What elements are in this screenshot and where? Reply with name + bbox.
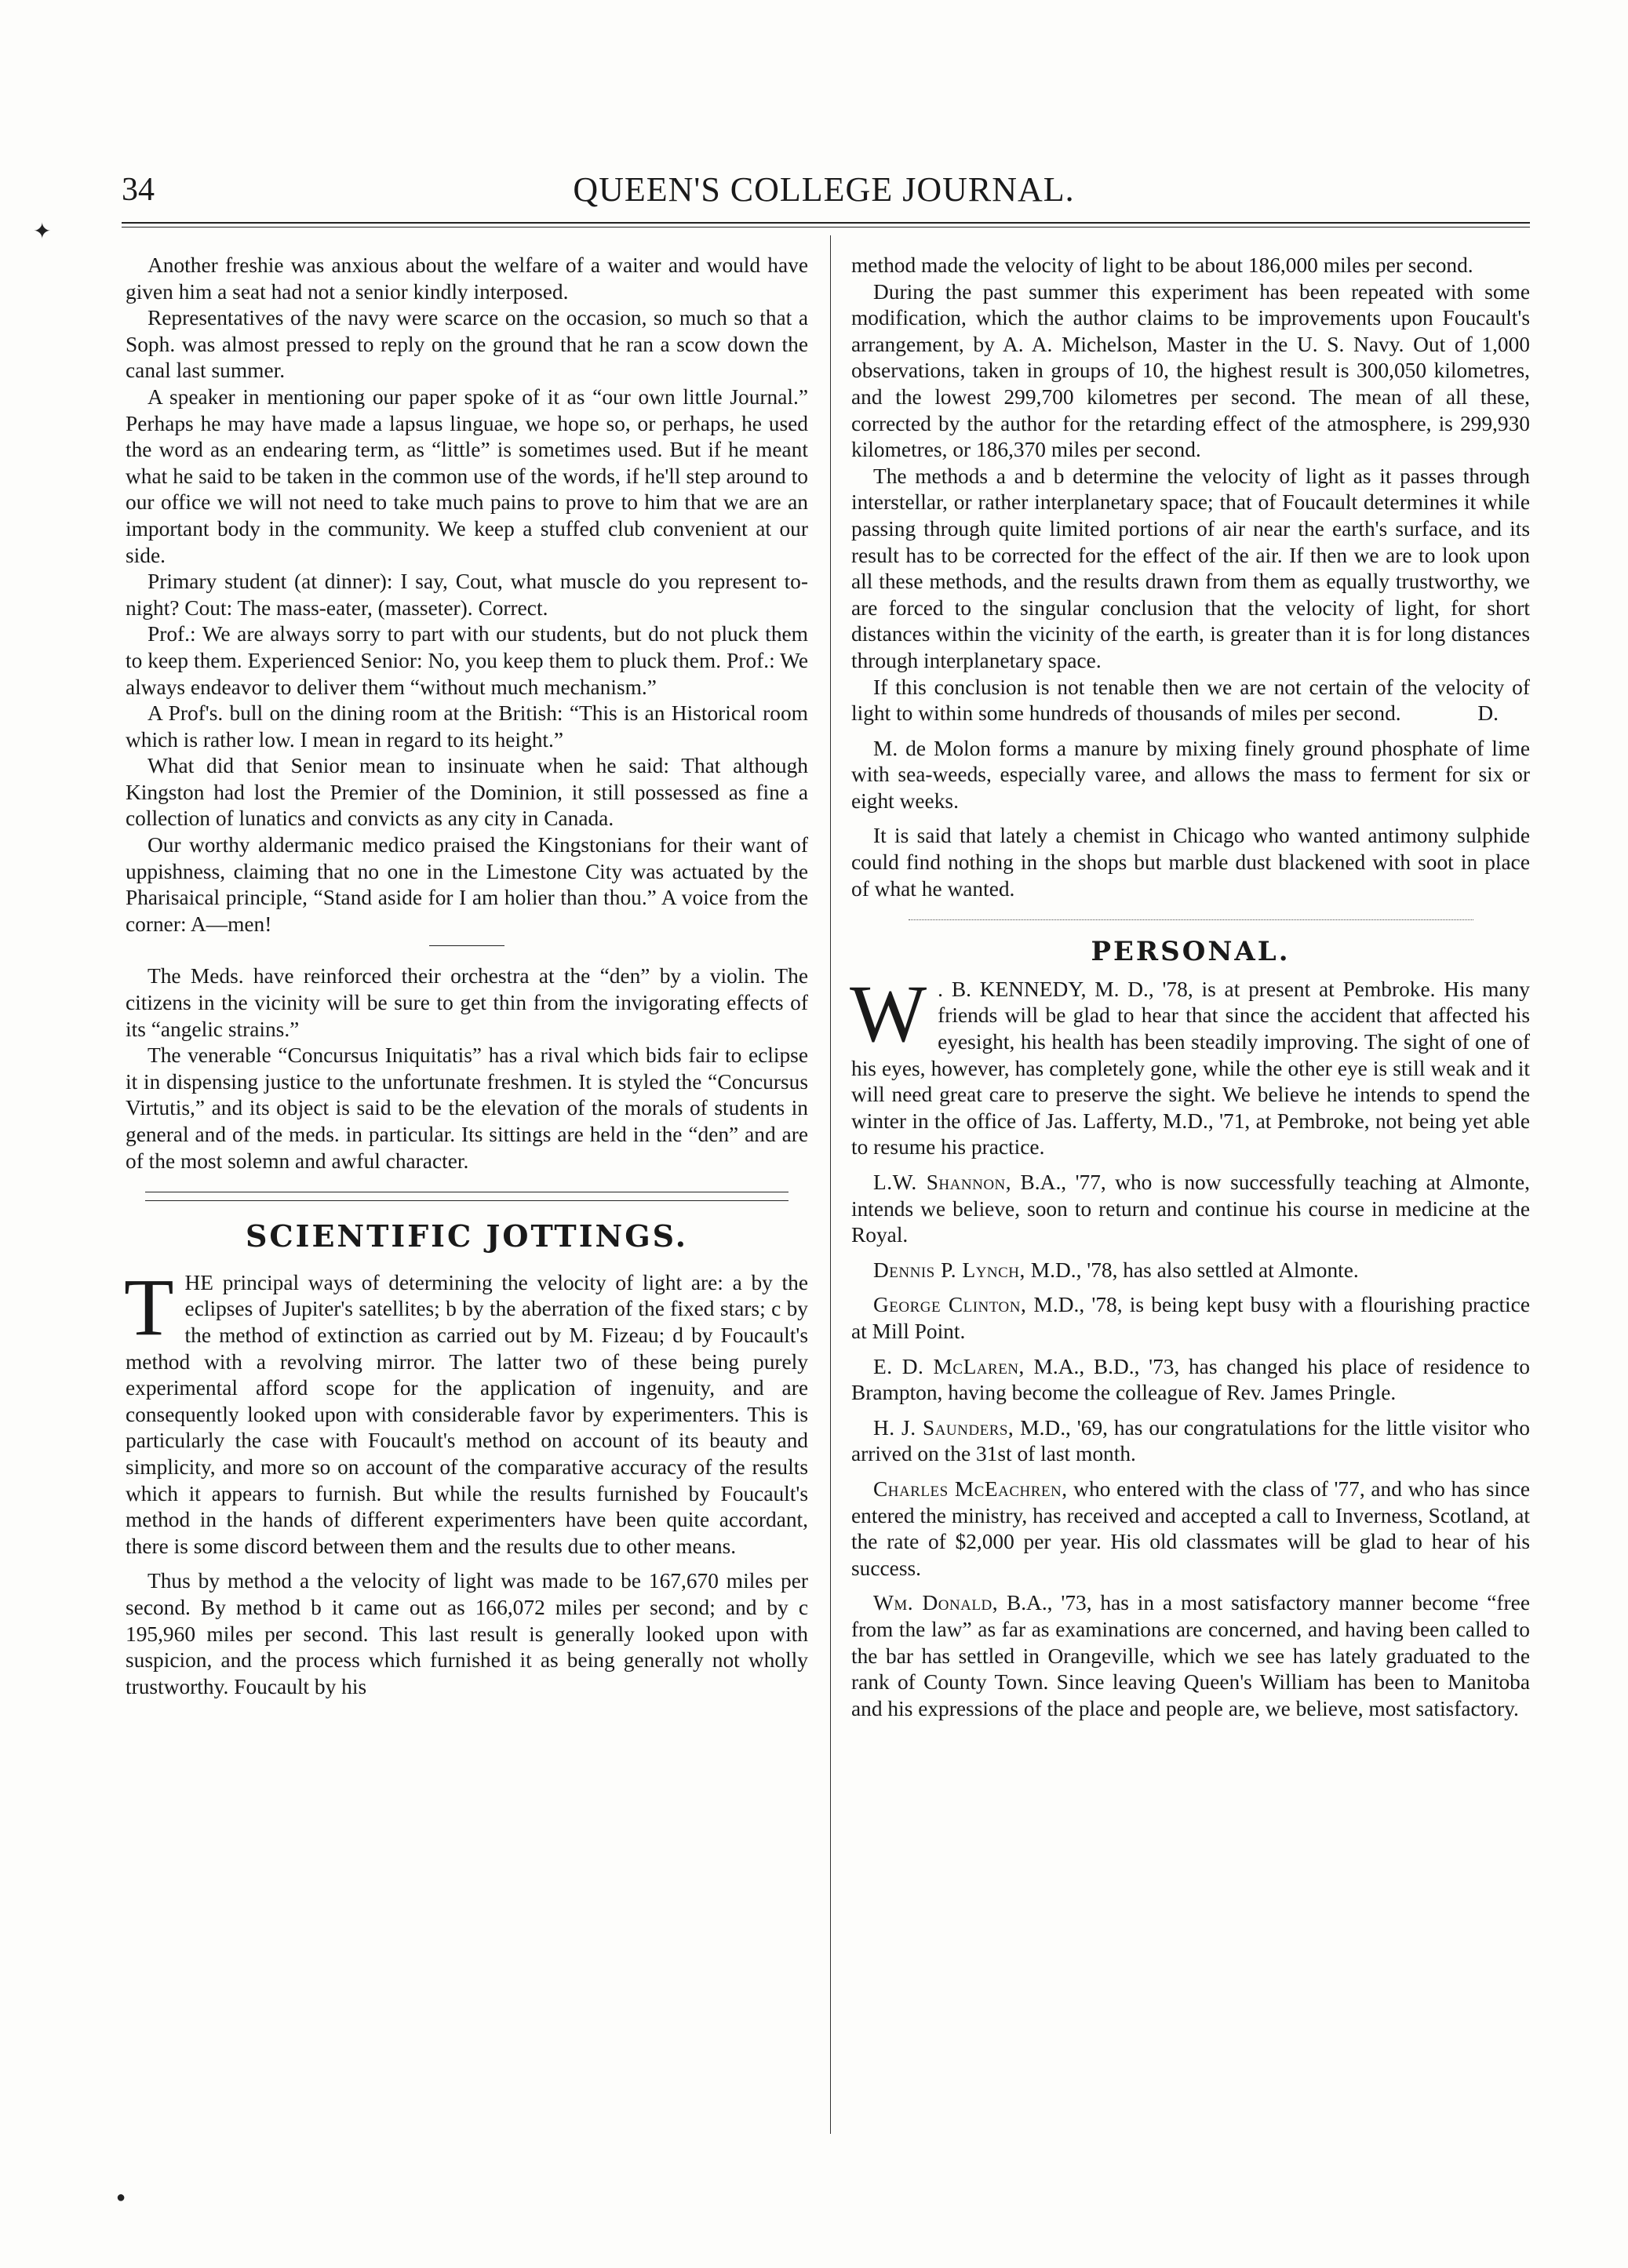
person-name: L.W. Shannon, bbox=[873, 1170, 1012, 1194]
personal-heading: PERSONAL. bbox=[1091, 936, 1291, 968]
paragraph-text: . B. KENNEDY, M. D., '78, is at present at Pembroke. His many friends will be glad to hear that since the accident that affected his eyesight, his health has been steadily improving. The sight of one of his eyes, however, has completely gone, while the other eye is still weak and it will need great care to preserve the sight. We believe he intends to spend the winter in the office of Jas. Lafferty, M.D., '71, at Pembroke, not being yet able to resume his practice. bbox=[851, 977, 1530, 1159]
paragraph: What did that Senior mean to insinuate when he said: That although Kingston had lost the Premier of the Dominion, it still possessed as fine a collection of lunatics and convicts as any city in Canada. bbox=[126, 754, 808, 831]
personal-text: B.A., '73, has in a most satisfactory manner become “free from the law” as far as examinations are concerned, and having been called to the bar has settled in Orangeville, which we see has lately graduated to the rank of County Town. Since leaving Queen's William has been to Manitoba and his expressions of the place and people are, we believe, most satisfactory. bbox=[851, 1591, 1530, 1720]
drop-cap: T bbox=[124, 1261, 174, 1352]
scientific-intro-paragraph bbox=[124, 1261, 808, 1560]
margin-dot: ● bbox=[116, 2189, 126, 2206]
person-name: George Clinton, bbox=[873, 1293, 1027, 1317]
journal-title: QUEEN'S COLLEGE JOURNAL. bbox=[573, 170, 1075, 209]
paragraph-text: HE principal ways of determining the velocity of light are: a by the eclipses of Jupiter's satellites; b by the aberration of the fixed stars; c by the method of extinction as carried out by M. Fizeau; d by Foucault's method with a revolving mirror. The latter two of these being purely experimental afford scope for the application of ingenuity, and are consequently looked upon with considerable favor by experimenters. This is particularly the case with Foucault's method on account of its beauty and simplicity, and more so on account of the comparative accuracy of the results which it appears to furnish. But while the results furnished by Foucault's method in the hands of different experimenters have been quite accordant, there is some discord between them and the results due to other means. bbox=[126, 1270, 808, 1558]
left-mid-items bbox=[126, 963, 808, 1174]
paragraph: Another freshie was anxious about the welfare of a waiter and would have given him a seat had not a senior kindly interposed. bbox=[126, 253, 808, 304]
personal-text: M.A., B.D., '73, has changed his place of residence to Brampton, having become the colleague of Rev. James Pringle. bbox=[851, 1354, 1530, 1405]
personal-item bbox=[851, 1354, 1530, 1407]
paragraph bbox=[851, 675, 1530, 727]
personal-item bbox=[851, 1292, 1530, 1345]
person-name: Wm. Donald, bbox=[873, 1591, 999, 1615]
personal-text: M.D., '78, is being kept busy with a flourishing practice at Mill Point. bbox=[851, 1293, 1530, 1343]
paragraph: method made the velocity of light to be about 186,000 miles per second. bbox=[851, 253, 1473, 277]
personal-text: who entered with the class of '77, and who has since entered the ministry, has received and accepted a call to Inverness, Scotland, at the rate of $2,000 per year. His old classmates will be glad to hear of his success. bbox=[851, 1476, 1530, 1580]
person-name: E. D. McLaren, bbox=[873, 1354, 1025, 1378]
section-divider bbox=[429, 945, 504, 946]
margin-mark: ✦ bbox=[33, 220, 52, 244]
paragraph: The Meds. have reinforced their orchestra at the “den” by a violin. The citizens in the vicinity will be sure to get thin from the invigorating effects of its “angelic strains.” bbox=[126, 964, 808, 1041]
paragraph: Prof.: We are always sorry to part with our students, but do not pluck them to keep them. Experienced Senior: No, you keep them to pluck them. Prof.: We always endeavor to deliver them “without much mechanism.” bbox=[126, 622, 808, 699]
column-divider bbox=[830, 235, 831, 2134]
left-column bbox=[126, 253, 808, 1700]
personal-text: B.A., '77, who is now successfully teaching at Almonte, intends we believe, soon to return and continue his course in medicine at the Royal. bbox=[851, 1170, 1530, 1247]
paragraph: During the past summer this experiment has been repeated with some modification, which the author claims to be improvements upon Foucault's arrangement, by A. A. Michelson, Master in the U. S. Navy. Out of 1,000 observations, taken in groups of 10, the highest result is 300,050 kilometres, and the lowest 299,700 kilometres per second. The mean of all these, corrected by the author for the retarding effect of the atmosphere, is 299,930 kilometres, or 186,370 miles per second. bbox=[851, 279, 1530, 462]
paragraph: Our worthy aldermanic medico praised the Kingstonians for their want of uppishness, claiming that no one in the Limestone City was actuated by the Pharisaical principle, “Stand aside for I am holier than thou.” A voice from the corner: A—men! bbox=[126, 833, 808, 936]
personal-item bbox=[851, 1476, 1530, 1582]
paragraph: Representatives of the navy were scarce on the occasion, so much so that a Soph. was almost pressed to reply on the ground that he ran a scow down the canal last summer. bbox=[126, 306, 808, 383]
person-name: Dennis P. Lynch, bbox=[873, 1258, 1025, 1282]
paragraph: Thus by method a the velocity of light was made to be 167,670 miles per second. By method b it came out as 166,072 miles per second; and by c 195,960 miles per second. This last result is generally looked upon with suspicion, and the process which furnished it as being generally not wholly trustworthy. Foucault by his bbox=[126, 1569, 808, 1698]
personal-item bbox=[851, 1590, 1530, 1722]
paragraph: A Prof's. bull on the dining room at the British: “This is an Historical room which is rather low. I mean in regard to its height.” bbox=[126, 701, 808, 752]
right-column bbox=[851, 253, 1530, 1722]
personal-item bbox=[851, 1258, 1530, 1284]
paragraph-text: If this conclusion is not tenable then we are not certain of the velocity of light to within some hundreds of thousands of miles per second. bbox=[851, 675, 1530, 726]
header-rule-thin bbox=[122, 227, 1530, 228]
section-divider bbox=[909, 919, 1473, 920]
drop-cap: W bbox=[850, 968, 927, 1059]
page-number: 34 bbox=[122, 172, 155, 208]
personal-item bbox=[851, 1415, 1530, 1468]
person-name: H. J. Saunders, bbox=[873, 1415, 1014, 1440]
paragraph: A speaker in mentioning our paper spoke of it as “our own little Journal.” Perhaps he may have made a lapsus linguae, we hope so, or perhaps, he used the word as an endearing term, as “little” is sometimes used. But if he meant what he said to be taken in the common use of the words, if he'll step around to our office we will not need to take much pains to prove to him that we are an important body in the community. We keep a stuffed club convenient at our side. bbox=[126, 384, 808, 567]
paragraph: The venerable “Concursus Iniquitatis” has a rival which bids fair to eclipse it in dispensing justice to the unfortunate freshmen. It is styled the “Concursus Virtutis,” and its object is said to be the elevation of the morals of students in general and of the meds. in particular. Its sittings are held in the “den” and are of the most solemn and awful character. bbox=[126, 1043, 808, 1173]
personal-text: M.D., '78, has also settled at Almonte. bbox=[1025, 1258, 1359, 1282]
author-signature: D. bbox=[1477, 701, 1499, 726]
scientific-jottings-heading: SCIENTIFIC JOTTINGS. bbox=[245, 1218, 688, 1254]
page-header bbox=[118, 168, 1530, 212]
paragraph: M. de Molon forms a manure by mixing finely ground phosphate of lime with sea-weeds, especially varee, and allows the mass to ferment for six or eight weeks. bbox=[851, 736, 1530, 813]
left-top-items bbox=[126, 253, 808, 937]
person-name: Charles McEachren, bbox=[873, 1476, 1068, 1501]
personal-text: M.D., '69, has our congratulations for the little visitor who arrived on the 31st of last month. bbox=[851, 1415, 1530, 1466]
paragraph: Primary student (at dinner): I say, Cout, what muscle do you represent to-night? Cout: The mass-eater, (masseter). Correct. bbox=[126, 570, 808, 620]
personal-intro-paragraph bbox=[850, 968, 1530, 1161]
personal-item bbox=[851, 1170, 1530, 1249]
paragraph: The methods a and b determine the velocity of light as it passes through interstellar, or rather interplanetary space; that of Foucault determines it while passing through quite limited portions of air near the earth's surface, and its result has to be corrected for the effect of the air. If then we are to look upon all these methods, and the results drawn from them as equally trustworthy, we are forced to the singular conclusion that the velocity of light, for short distances within the vicinity of the earth, is greater than it is for long distances through interplanetary space. bbox=[851, 464, 1530, 672]
paragraph: It is said that lately a chemist in Chicago who wanted antimony sulphide could find nothing in the shops but marble dust blackened with soot in place of what he wanted. bbox=[851, 824, 1530, 901]
header-rule bbox=[122, 222, 1530, 224]
section-rule-thin bbox=[145, 1200, 789, 1201]
